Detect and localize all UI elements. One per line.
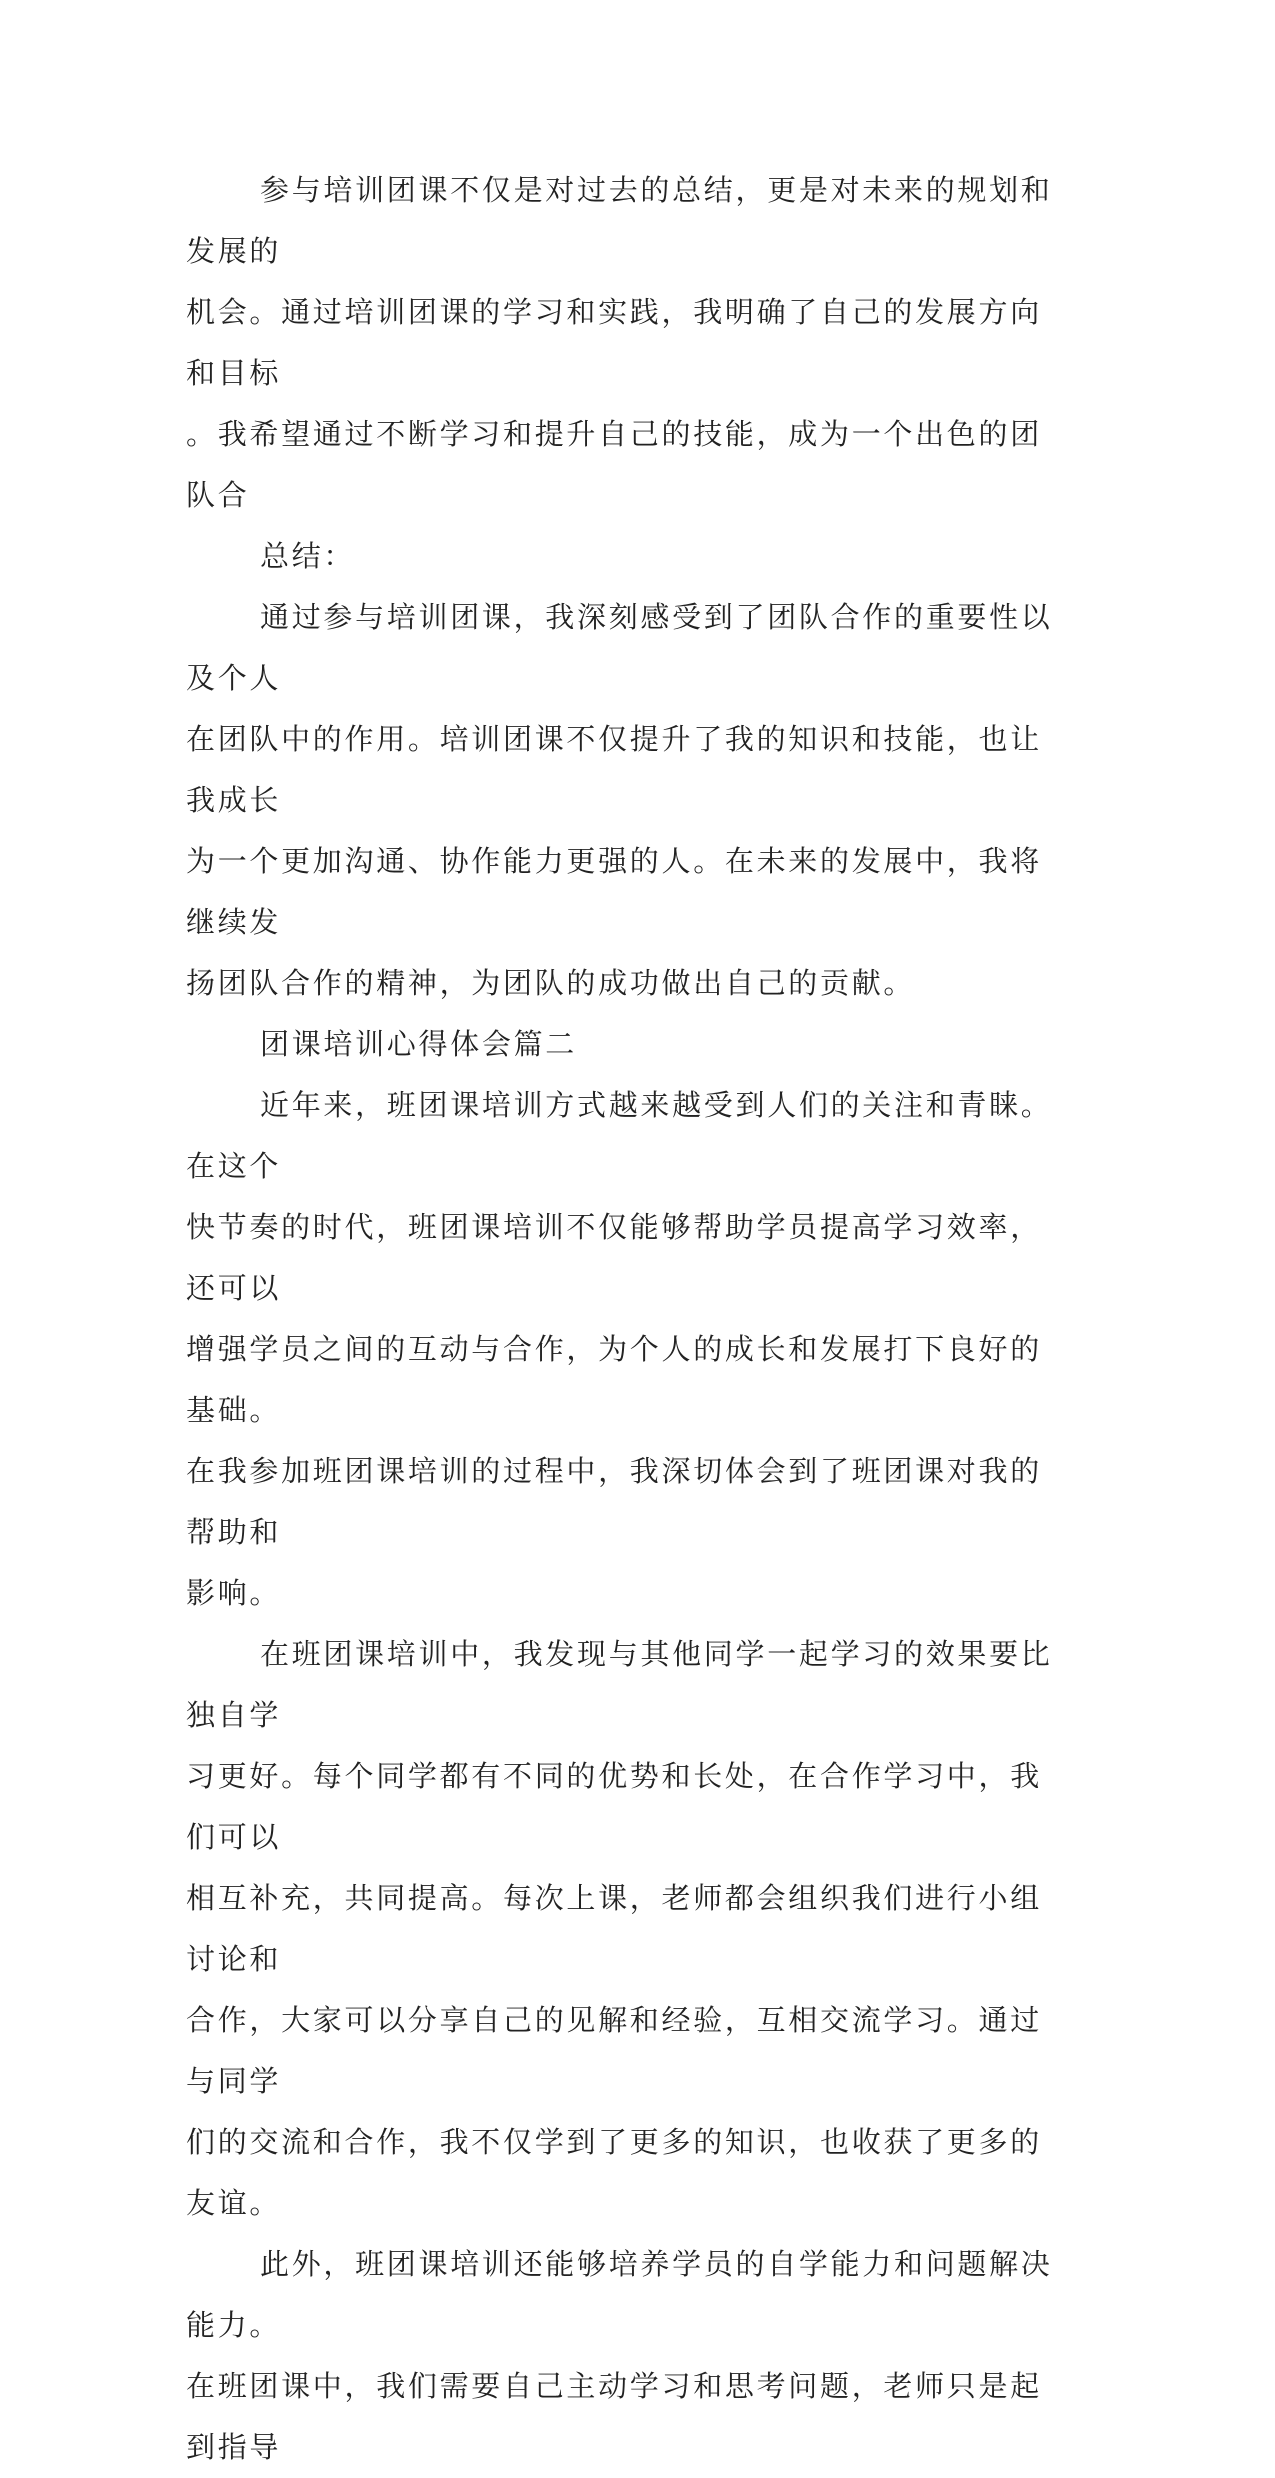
text-line: 总结：	[260, 539, 356, 573]
text-line: 参与培训团课不仅是对过去的总结，更是对未来的规划和发展的	[186, 173, 1053, 268]
text-line: 此外，班团课培训还能够培养学员的自学能力和问题解决能力。	[186, 2247, 1053, 2342]
text-line: 习更好。每个同学都有不同的优势和长处，在合作学习中，我们可以	[186, 1759, 1042, 1854]
text-line: 通过参与培训团课，我深刻感受到了团队合作的重要性以及个人	[186, 600, 1053, 695]
paragraph-self-learning	[186, 2234, 1066, 2478]
text-line: 近年来，班团课培训方式越来越受到人们的关注和青睐。在这个	[186, 1088, 1053, 1183]
paragraph-summary	[186, 587, 1066, 1014]
text-line: 合作，大家可以分享自己的见解和经验，互相交流学习。通过与同学	[186, 2003, 1042, 2098]
text-line: 在班团课中，我们需要自己主动学习和思考问题，老师只是起到指导	[186, 2369, 1042, 2464]
text-line: 增强学员之间的互动与合作，为个人的成长和发展打下良好的基础。	[186, 1332, 1042, 1427]
paragraph-intro	[186, 1075, 1066, 1624]
text-line: 在班团课培训中，我发现与其他同学一起学习的效果要比独自学	[186, 1637, 1053, 1732]
text-line: 们的交流和合作，我不仅学到了更多的知识，也收获了更多的友谊。	[186, 2125, 1042, 2220]
text-line: 团课培训心得体会篇二	[260, 1027, 578, 1061]
summary-heading	[186, 526, 1066, 587]
text-line: 在团队中的作用。培训团课不仅提升了我的知识和技能，也让我成长	[186, 722, 1042, 817]
text-line: 快节奏的时代，班团课培训不仅能够帮助学员提高学习效率，还可以	[186, 1210, 1042, 1305]
section-title	[186, 1014, 1066, 1075]
text-line: 为一个更加沟通、协作能力更强的人。在未来的发展中，我将继续发	[186, 844, 1042, 939]
paragraph-planning	[186, 160, 1066, 526]
text-line: 相互补充，共同提高。每次上课，老师都会组织我们进行小组讨论和	[186, 1881, 1042, 1976]
text-line: 扬团队合作的精神，为团队的成功做出自己的贡献。	[186, 966, 916, 1000]
text-line: 影响。	[186, 1576, 282, 1610]
paragraph-cooperation	[186, 1624, 1066, 2234]
text-line: 。我希望通过不断学习和提升自己的技能，成为一个出色的团队合	[186, 417, 1042, 512]
text-line: 在我参加班团课培训的过程中，我深切体会到了班团课对我的帮助和	[186, 1454, 1042, 1549]
document-body	[186, 160, 1066, 2478]
text-line: 机会。通过培训团课的学习和实践，我明确了自己的发展方向和目标	[186, 295, 1042, 390]
